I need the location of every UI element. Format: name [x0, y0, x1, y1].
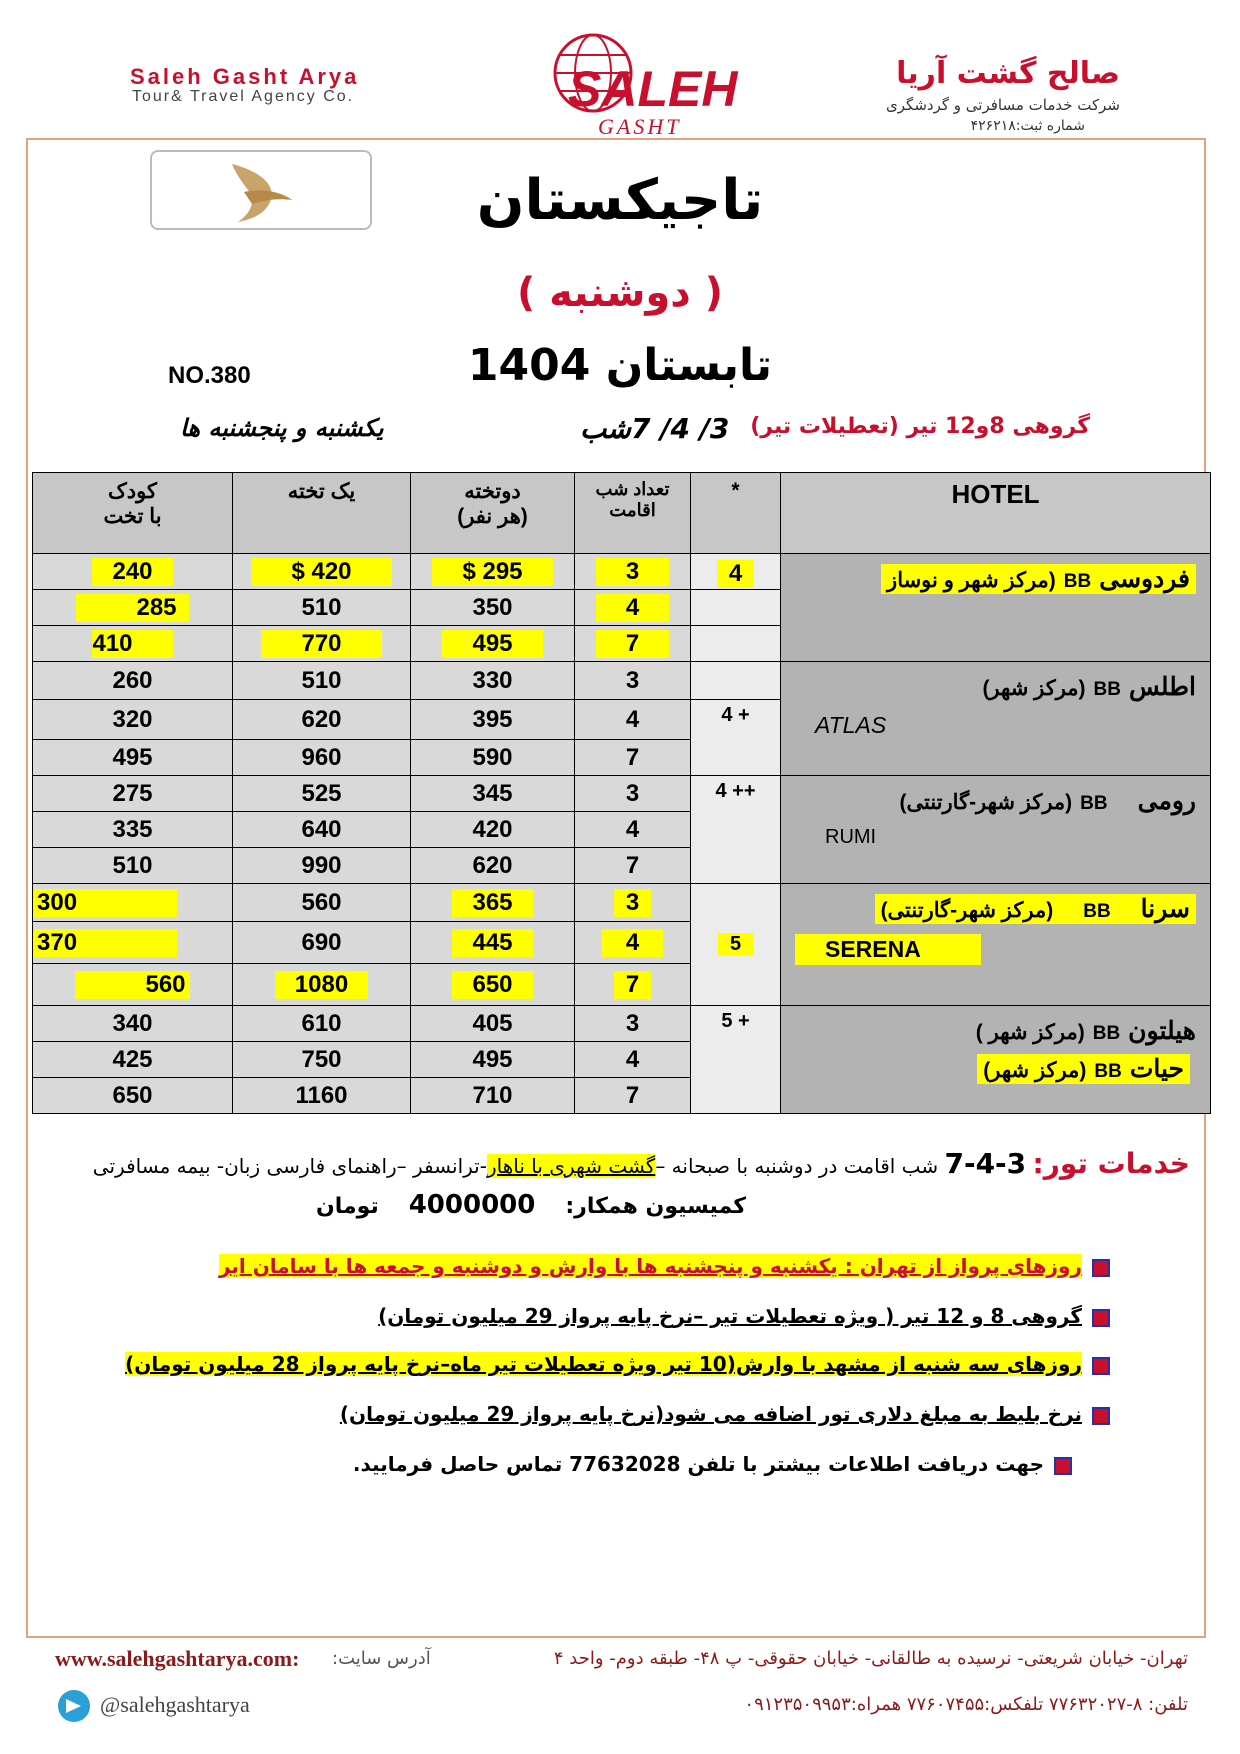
table-cell: 365	[411, 884, 575, 922]
group-dates: گروهی 8و12 تیر (تعطیلات تیر)	[750, 414, 1090, 439]
table-cell: 340	[33, 1006, 233, 1042]
table-cell: 275	[33, 776, 233, 812]
table-cell: 4	[575, 1042, 691, 1078]
note-group-dates: گروهی 8 و 12 تیر ( ویژه تعطیلات تیر –نرخ پایه پرواز 29 میلیون تومان)	[378, 1304, 1110, 1328]
table-cell: 7	[575, 740, 691, 776]
bullet-icon	[1092, 1357, 1110, 1375]
tour-services: خدمات تور: 3-4-7 شب اقامت در دوشنبه با صبحانه –گشت شهری با ناهار-ترانسفر –راهنمای فارسی زبان- بیمه مسافرتی	[92, 1147, 1190, 1180]
note-mashhad: روزهای سه شنبه از مشهد با وارش(10 تیر ویژه تعطیلات تیر ماه–نرخ پایه پرواز 28 میلیون تومان)	[125, 1352, 1110, 1376]
table-cell: 560	[233, 884, 411, 922]
tour-nights: 3/ 4/ 7شب	[580, 412, 730, 445]
table-cell: 770	[233, 626, 411, 662]
table-cell: 960	[233, 740, 411, 776]
table-cell: 4	[575, 700, 691, 740]
company-name-en: Saleh Gasht Arya	[130, 64, 360, 89]
hotel-rumi: رومیBB(مرکز شهر-گارتنتی) RUMI	[781, 776, 1211, 884]
table-cell: 3	[575, 776, 691, 812]
table-cell	[691, 626, 781, 662]
note-flight-days: روزهای پرواز از تهران : یکشنبه و پنجشنبه ها با وارش و دوشنبه و جمعه ها با سامان ایر	[219, 1254, 1110, 1278]
table-cell	[691, 590, 781, 626]
company-subtitle-fa: شرکت خدمات مسافرتی و گردشگری	[886, 96, 1120, 114]
table-cell: 4 +	[691, 700, 781, 776]
table-cell: 495	[33, 740, 233, 776]
table-cell: 260	[33, 662, 233, 700]
website-label: آدرس سایت:	[332, 1648, 431, 1669]
bird-icon	[152, 152, 370, 228]
table-cell: 7	[575, 848, 691, 884]
phone-numbers: تلفن: ۸-۷۷۶۳۲۰۲۷ تلفکس:۷۷۶۰۷۴۵۵ همراه:۰۹۱۲۳۵۰۹۹۵۳	[744, 1694, 1188, 1715]
table-cell: 1160	[233, 1078, 411, 1114]
tour-day: ( دوشنبه )	[516, 270, 724, 316]
table-cell: 4	[691, 554, 781, 590]
header-stars: *	[691, 473, 781, 554]
header-double: دوتخته (هر نفر)	[411, 473, 575, 554]
table-cell: 510	[233, 590, 411, 626]
table-cell: 420	[411, 812, 575, 848]
header-hotel: HOTEL	[781, 473, 1211, 554]
table-cell: 395	[411, 700, 575, 740]
table-row	[33, 554, 1211, 590]
table-cell: 650	[33, 1078, 233, 1114]
table-cell: 425	[33, 1042, 233, 1078]
tour-title: تاجیکستان	[476, 168, 764, 233]
note-contact: جهت دریافت اطلاعات بیشتر با تلفن 77632028 تماس حاصل فرمایید.	[353, 1452, 1072, 1476]
header-nights: تعداد شب اقامت	[575, 473, 691, 554]
table-row	[33, 662, 1211, 700]
table-cell: 510	[33, 848, 233, 884]
address: تهران- خیابان شریعتی- نرسیده به طالقانی- خیابان حقوقی- پ ۴۸- طبقه دوم- واحد ۴	[553, 1648, 1188, 1669]
table-cell: 1080	[233, 964, 411, 1006]
header-single: یک تخته	[233, 473, 411, 554]
bullet-icon	[1092, 1259, 1110, 1277]
commission: کمیسیون همکار:4000000تومان	[316, 1190, 746, 1220]
table-cell: 560	[33, 964, 233, 1006]
table-cell: 320	[33, 700, 233, 740]
table-cell: 650	[411, 964, 575, 1006]
table-cell: 750	[233, 1042, 411, 1078]
registration-number: شماره ثبت:۴۲۶۲۱۸	[970, 118, 1085, 134]
table-cell: 495	[411, 1042, 575, 1078]
table-cell: 4 ++	[691, 776, 781, 884]
telegram-icon[interactable]	[58, 1690, 90, 1722]
company-logo	[538, 28, 748, 138]
table-header-row	[33, 473, 1211, 554]
table-cell: 330	[411, 662, 575, 700]
table-cell: 3	[575, 884, 691, 922]
table-cell: 405	[411, 1006, 575, 1042]
table-cell: 620	[233, 700, 411, 740]
table-cell: 4	[575, 812, 691, 848]
table-cell: 285	[33, 590, 233, 626]
table-row	[33, 884, 1211, 922]
hotel-atlas: اطلسBB(مرکز شهر) ATLAS	[781, 662, 1211, 776]
table-cell: 640	[233, 812, 411, 848]
table-cell: 3	[575, 554, 691, 590]
table-cell: 690	[233, 922, 411, 964]
table-cell: 3	[575, 1006, 691, 1042]
table-cell	[691, 662, 781, 700]
table-cell: 5 +	[691, 1006, 781, 1114]
hotel-serena: سرناBB(مرکز شهر-گارتنتی) SERENA	[781, 884, 1211, 1006]
table-cell: 5	[691, 884, 781, 1006]
airline-logo-box	[150, 150, 372, 230]
company-name-fa: صالح گشت آریا	[896, 56, 1120, 91]
table-cell: $ 295	[411, 554, 575, 590]
table-cell: 345	[411, 776, 575, 812]
website-link[interactable]: www.salehgashtarya.com:	[55, 1646, 300, 1671]
table-cell: 525	[233, 776, 411, 812]
note-ticket: نرخ بلیط به مبلغ دلاری تور اضافه می شود(نرخ پایه پرواز 29 میلیون تومان)	[340, 1402, 1110, 1426]
table-cell: 990	[233, 848, 411, 884]
table-cell: 7	[575, 626, 691, 662]
company-subtitle-en: Tour& Travel Agency Co.	[132, 88, 355, 105]
bullet-icon	[1054, 1457, 1072, 1475]
table-cell: 3	[575, 662, 691, 700]
bullet-icon	[1092, 1309, 1110, 1327]
table-cell: 620	[411, 848, 575, 884]
table-cell: 495	[411, 626, 575, 662]
table-cell: 7	[575, 964, 691, 1006]
departure-days: یکشنبه و پنجشنبه ها	[180, 414, 384, 442]
table-cell: 610	[233, 1006, 411, 1042]
logo-text: SALEH	[568, 61, 738, 117]
header-child: کودک با تخت	[33, 473, 233, 554]
table-cell: 590	[411, 740, 575, 776]
table-row	[33, 776, 1211, 812]
table-cell: 370	[33, 922, 233, 964]
table-row	[33, 1006, 1211, 1042]
table-cell: 240	[33, 554, 233, 590]
table-cell: 4	[575, 922, 691, 964]
tour-season: تابستان 1404	[467, 340, 773, 391]
tour-number: NO.380	[168, 362, 251, 389]
table-cell: 710	[411, 1078, 575, 1114]
table-cell: 445	[411, 922, 575, 964]
table-cell: 335	[33, 812, 233, 848]
social-handle[interactable]: @salehgashtarya	[100, 1692, 250, 1717]
hotel-ferdowsi: فردوسیBB(مرکز شهر و نوساز	[781, 554, 1211, 662]
table-cell: 410	[33, 626, 233, 662]
logo-subtext: GASHT	[598, 114, 682, 138]
bullet-icon	[1092, 1407, 1110, 1425]
table-cell: 4	[575, 590, 691, 626]
table-cell: $ 420	[233, 554, 411, 590]
table-cell: 7	[575, 1078, 691, 1114]
table-cell: 350	[411, 590, 575, 626]
table-cell: 300	[33, 884, 233, 922]
hotel-hilton-hyatt: هیلتونBB(مرکز شهر ) حیاتBB(مرکز شهر)	[781, 1006, 1211, 1114]
table-cell: 510	[233, 662, 411, 700]
price-table	[32, 472, 1211, 1114]
